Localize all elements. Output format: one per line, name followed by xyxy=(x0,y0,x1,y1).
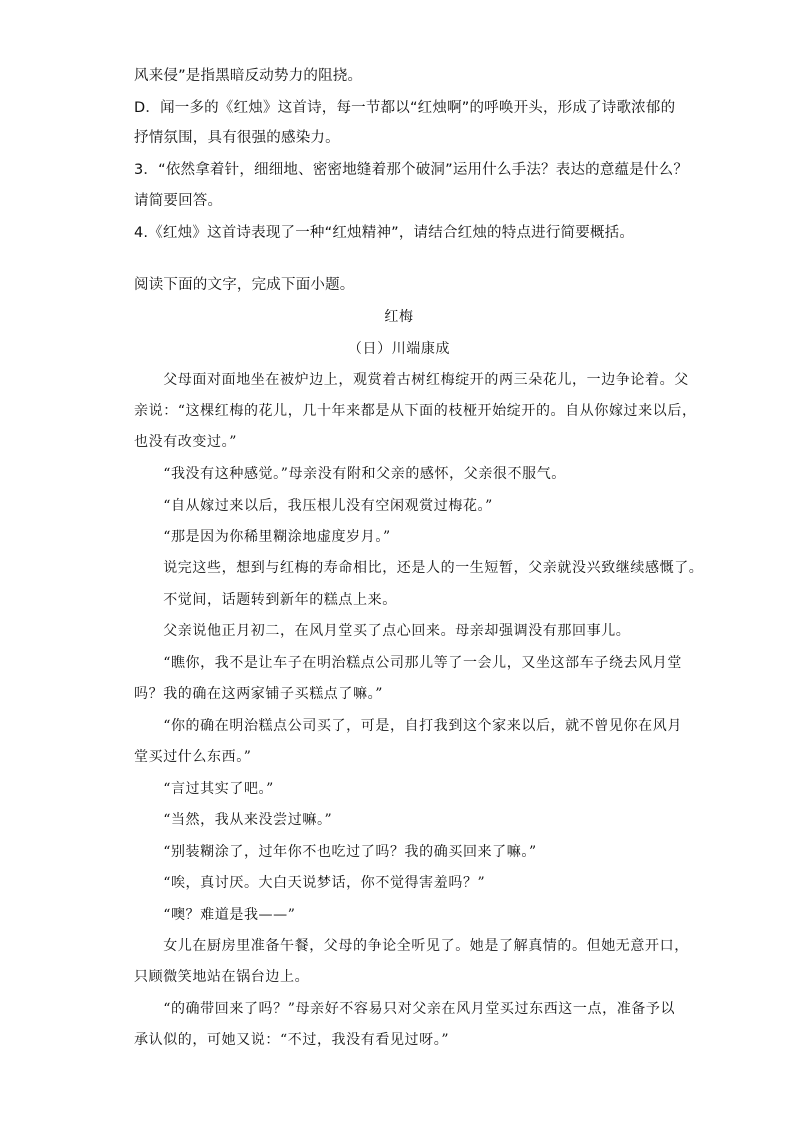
passage-line: 女儿在厨房里准备午餐，父母的争论全听见了。她是了解真情的。但她无意开口， xyxy=(134,938,689,954)
passage-line: “我没有这种感觉。”母亲没有附和父亲的感怀，父亲很不服气。 xyxy=(134,466,566,482)
passage-line: “言过其实了吧。” xyxy=(134,781,274,797)
passage-line: “当然，我从来没尝过嘛。” xyxy=(134,812,333,828)
passage-line: “噢？难道是我——” xyxy=(134,907,296,923)
passage-line: “瞧你，我不是让车子在明治糕点公司那儿等了一会儿，又坐这部车子绕去风月堂 xyxy=(134,655,682,671)
passage-line: 亲说：“这棵红梅的花儿，几十年来都是从下面的枝桠开始绽开的。自从你嫁过来以后， xyxy=(134,403,697,419)
passage-line: “唉，真讨厌。大白天说梦话，你不觉得害羞吗？” xyxy=(134,875,486,891)
passage-line: 父母面对面地坐在被炉边上，观赏着古树红梅绽开的两三朵花儿，一边争论着。父 xyxy=(134,372,689,388)
reading-instruction: 阅读下面的文字，完成下面小题。 xyxy=(134,277,355,293)
question-3-line: 3．“依然拿着针，细细地、密密地缝着那个破洞”运用什么手法？表达的意蕴是什么？ xyxy=(134,162,689,178)
passage-line: 只顾微笑地站在锅台边上。 xyxy=(134,969,310,985)
passage-line: “你的确在明治糕点公司买了，可是，自打我到这个家来以后，就不曾见你在风月 xyxy=(134,718,682,734)
passage-line: 也没有改变过。” xyxy=(134,434,237,450)
passage-author: （日）川端康成 xyxy=(347,341,451,357)
passage-line: “自从嫁过来以后，我压根儿没有空闲观赏过梅花。” xyxy=(134,498,493,514)
question-3-line: 请简要回答。 xyxy=(134,193,223,209)
passage-line: 承认似的，可她又说：“不过，我没有看见过呀。” xyxy=(134,1032,450,1048)
option-d-line: 抒情氛围，具有很强的感染力。 xyxy=(134,130,340,146)
question-4: 4.《红烛》这首诗表现了一种“红烛精神”，请结合红烛的特点进行简要概括。 xyxy=(134,225,635,241)
passage-line: “的确带回来了吗？”母亲好不容易只对父亲在风月堂买过东西这一点，准备予以 xyxy=(134,1001,676,1017)
option-d-line: D．闻一多的《红烛》这首诗，每一节都以“红烛啊”的呼唤开头，形成了诗歌浓郁的 xyxy=(134,100,676,116)
passage-line: 说完这些，想到与红梅的寿命相比，还是人的一生短暂，父亲就没兴致继续感慨了。 xyxy=(134,560,704,576)
question-text-line: 风来侵”是指黑暗反动势力的阻挠。 xyxy=(134,68,363,84)
passage-line: “那是因为你稀里糊涂地虚度岁月。” xyxy=(134,529,391,545)
passage-line: 不觉间，话题转到新年的糕点上来。 xyxy=(134,592,397,608)
passage-line: “别装糊涂了，过年你不也吃过了吗？我的确买回来了嘛。” xyxy=(134,844,537,860)
passage-line: 吗？我的确在这两家铺子买糕点了嘛。” xyxy=(134,686,383,702)
passage-line: 父亲说他正月初二，在风月堂买了点心回来。母亲却强调没有那回事儿。 xyxy=(134,623,631,639)
passage-line: 堂买过什么东西。” xyxy=(134,749,252,765)
passage-title: 红梅 xyxy=(384,309,414,325)
